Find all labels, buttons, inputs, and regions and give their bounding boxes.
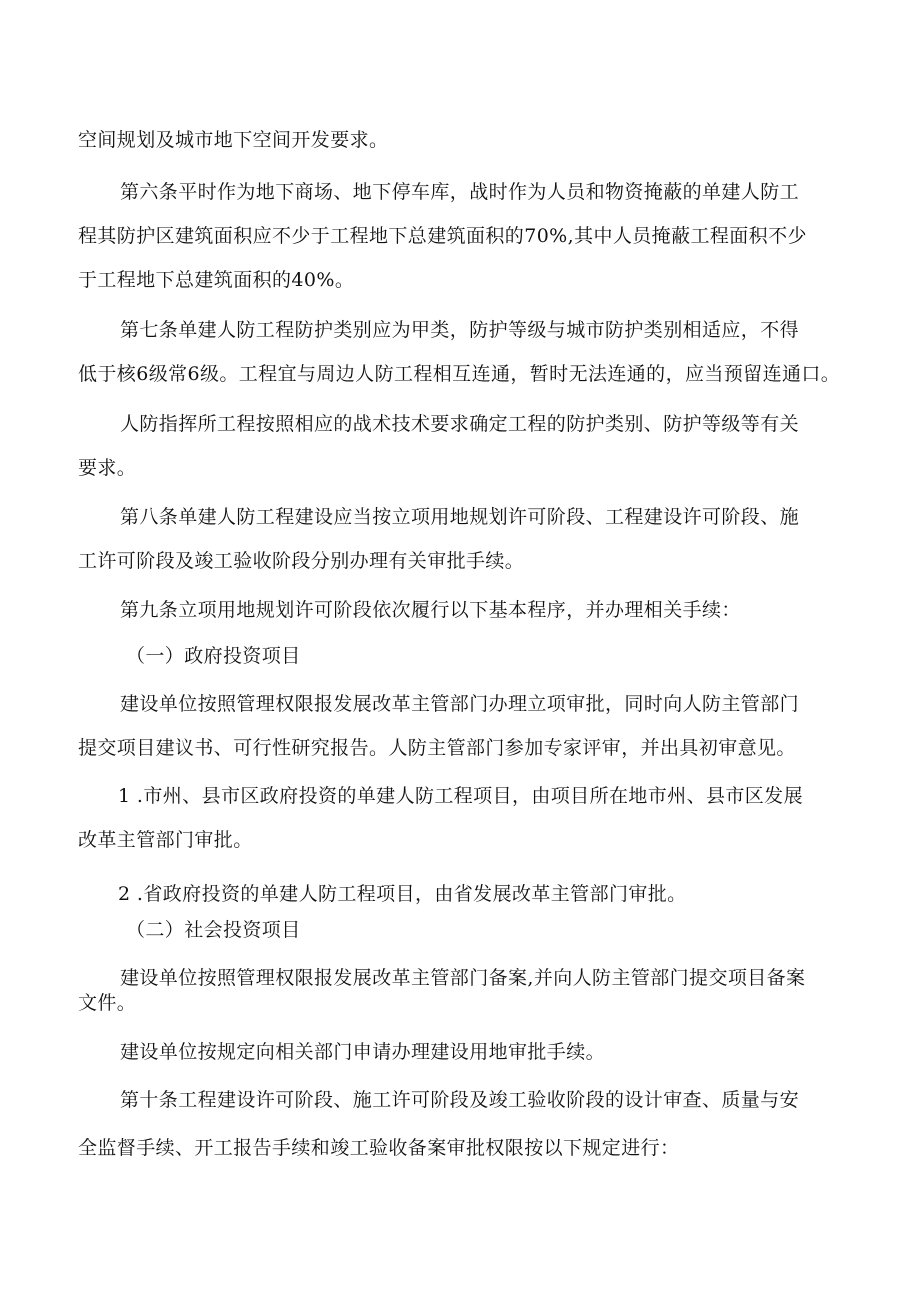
text-line: 第七条单建人防工程防护类别应为甲类，防护等级与城市防护类别相适应，不得 xyxy=(120,319,800,341)
list-item: 2 .省政府投资的单建人防工程项目，由省发展改革主管部门审批。 xyxy=(118,883,687,905)
section-heading: （二）社会投资项目 xyxy=(126,919,301,941)
text-line: 第六条平时作为地下商场、地下停车库，战时作为人员和物资掩蔽的单建人防工 xyxy=(120,181,800,203)
text-line: 于工程地下总建筑面积的40%。 xyxy=(78,269,355,291)
section-heading: （一）政府投资项目 xyxy=(126,645,301,667)
list-item: 1 .市州、县市区政府投资的单建人防工程项目，由项目所在地市州、县市区发展 xyxy=(118,785,803,807)
text-line: 提交项目建议书、可行性研究报告。人防主管部门参加专家评审，并出具初审意见。 xyxy=(78,737,796,759)
text-line: 全监督手续、开工报告手续和竣工验收备案审批权限按以下规定进行： xyxy=(78,1137,680,1159)
text-line: 空间规划及城市地下空间开发要求。 xyxy=(78,129,389,151)
text-line: 人防指挥所工程按照相应的战术技术要求确定工程的防护类别、防护等级等有关 xyxy=(120,413,800,435)
text-line: 改革主管部门审批。 xyxy=(78,829,253,851)
text-line: 第八条单建人防工程建设应当按立项用地规划许可阶段、工程建设许可阶段、施 xyxy=(120,506,800,528)
text-line: 程其防护区建筑面积应不少于工程地下总建筑面积的70%,其中人员掩蔽工程面积不少 xyxy=(78,225,807,247)
text-line: 建设单位按照管理权限报发展改革主管部门备案,并向人防主管部门提交项目备案 xyxy=(120,967,806,989)
text-line: 低于核6级常6级。工程宜与周边人防工程相互连通，暂时无法连通的，应当预留连通口。 xyxy=(78,363,841,385)
text-line: 要求。 xyxy=(78,457,137,479)
text-line: 第九条立项用地规划许可阶段依次履行以下基本程序，并办理相关手续： xyxy=(120,599,741,621)
text-line: 文件。 xyxy=(78,992,137,1014)
text-line: 建设单位按照管理权限报发展改革主管部门办理立项审批，同时向人防主管部门 xyxy=(120,693,800,715)
text-line: 工许可阶段及竣工验收阶段分别办理有关审批手续。 xyxy=(78,550,525,572)
text-line: 建设单位按规定向相关部门申请办理建设用地审批手续。 xyxy=(120,1041,606,1063)
text-line: 第十条工程建设许可阶段、施工许可阶段及竣工验收阶段的设计审查、质量与安 xyxy=(120,1089,800,1111)
